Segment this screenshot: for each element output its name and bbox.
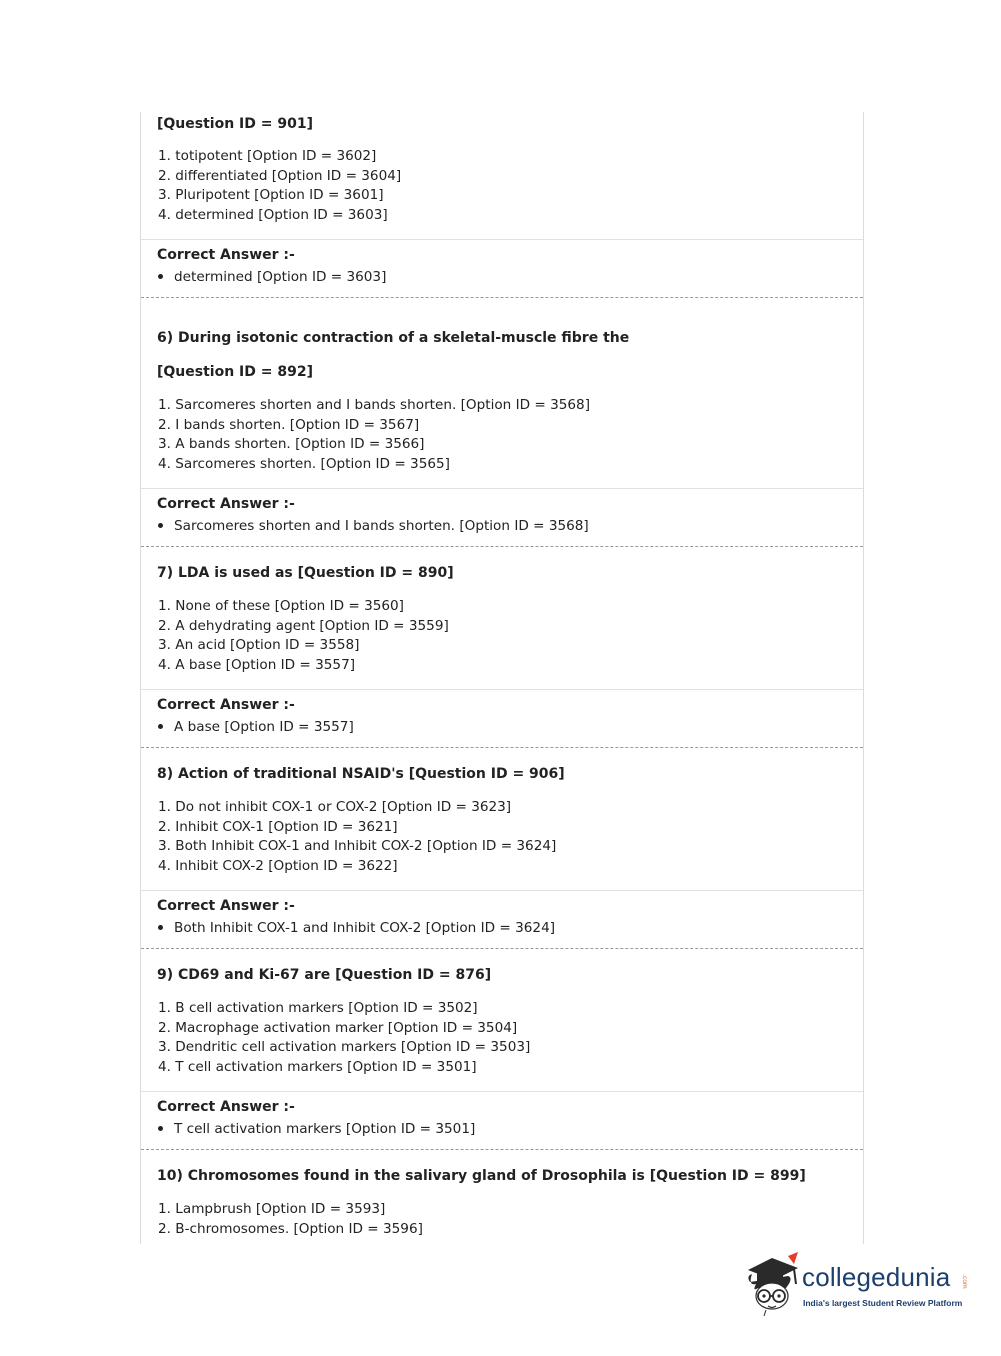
- q8-options: [158, 798, 556, 876]
- q6-correct-answer: Sarcomeres shorten and I bands shorten. [Option ID = 3568]: [158, 518, 589, 534]
- divider: [141, 689, 863, 690]
- q8-title: 8) Action of traditional NSAID's [Question ID = 906]: [157, 766, 565, 782]
- option-item: 1. totipotent [Option ID = 3602]: [158, 148, 377, 164]
- option-item: 4. A base [Option ID = 3557]: [158, 656, 356, 673]
- q5-correct-answer: determined [Option ID = 3603]: [158, 269, 386, 285]
- option-item: 3. Pluripotent [Option ID = 3601]: [158, 187, 384, 204]
- q7-correct-answer: A base [Option ID = 3557]: [158, 719, 354, 735]
- option-item: 2. Inhibit COX-1 [Option ID = 3621]: [158, 818, 398, 835]
- bullet-icon: [158, 925, 163, 930]
- q5-correct-answer-label: Correct Answer :-: [157, 247, 295, 263]
- option-item: 1. None of these [Option ID = 3560]: [158, 598, 404, 614]
- option-item: 1. Lampbrush [Option ID = 3593]: [158, 1201, 386, 1217]
- q9-correct-answer: T cell activation markers [Option ID = 3501]: [158, 1121, 475, 1137]
- option-item: 3. An acid [Option ID = 3558]: [158, 637, 360, 654]
- divider: [141, 488, 863, 489]
- divider: [141, 239, 863, 240]
- q8-correct-answer-label: Correct Answer :-: [157, 898, 295, 914]
- q9-correct-answer-label: Correct Answer :-: [157, 1099, 295, 1115]
- option-item: 4. determined [Option ID = 3603]: [158, 206, 388, 223]
- logo-wordmark: collegedunia: [802, 1262, 951, 1292]
- bullet-icon: [158, 724, 163, 729]
- q7-options: [158, 597, 449, 675]
- logo-tagline: India's largest Student Review Platform: [803, 1298, 963, 1308]
- q6-question-id: [Question ID = 892]: [157, 364, 313, 380]
- q9-title: 9) CD69 and Ki-67 are [Question ID = 876]: [157, 967, 492, 983]
- option-item: 3. Dendritic cell activation markers [Option ID = 3503]: [158, 1039, 531, 1056]
- option-item: 2. differentiated [Option ID = 3604]: [158, 167, 402, 184]
- q6-correct-answer-label: Correct Answer :-: [157, 496, 295, 512]
- q8-correct-answer: Both Inhibit COX-1 and Inhibit COX-2 [Option ID = 3624]: [158, 920, 555, 936]
- option-item: 3. A bands shorten. [Option ID = 3566]: [158, 436, 425, 453]
- option-item: 2. Macrophage activation marker [Option ID = 3504]: [158, 1019, 518, 1036]
- option-item: 3. Both Inhibit COX-1 and Inhibit COX-2 [Option ID = 3624]: [158, 838, 557, 855]
- q9-options: [158, 999, 530, 1077]
- q10-options: [158, 1200, 423, 1239]
- collegedunia-logo: [742, 1248, 972, 1320]
- question-separator: [141, 1149, 863, 1150]
- option-item: 1. Sarcomeres shorten and I bands shorten. [Option ID = 3568]: [158, 397, 591, 413]
- option-item: 4. Sarcomeres shorten. [Option ID = 3565]: [158, 455, 450, 472]
- divider: [141, 890, 863, 891]
- bullet-icon: [158, 523, 163, 528]
- option-item: 4. Inhibit COX-2 [Option ID = 3622]: [158, 857, 398, 874]
- bullet-icon: [158, 1126, 163, 1131]
- option-item: 2. I bands shorten. [Option ID = 3567]: [158, 416, 420, 433]
- q10-title: 10) Chromosomes found in the salivary gland of Drosophila is [Question ID = 899]: [157, 1168, 806, 1184]
- option-item: 2. B-chromosomes. [Option ID = 3596]: [158, 1220, 423, 1237]
- mascot-icon: [742, 1248, 802, 1316]
- bullet-icon: [158, 274, 163, 279]
- q5-question-id: [Question ID = 901]: [157, 116, 313, 132]
- question-separator: [141, 747, 863, 748]
- q6-options: [158, 396, 590, 474]
- divider: [141, 1091, 863, 1092]
- option-item: 2. A dehydrating agent [Option ID = 3559]: [158, 617, 449, 634]
- option-item: 1. B cell activation markers [Option ID = 3502]: [158, 1000, 478, 1016]
- q7-correct-answer-label: Correct Answer :-: [157, 697, 295, 713]
- option-item: 1. Do not inhibit COX-1 or COX-2 [Option ID = 3623]: [158, 799, 512, 815]
- question-separator: [141, 546, 863, 547]
- logo-domain: .com: [961, 1274, 968, 1289]
- q7-title: 7) LDA is used as [Question ID = 890]: [157, 565, 454, 581]
- option-item: 4. T cell activation markers [Option ID = 3501]: [158, 1058, 477, 1075]
- question-separator: [141, 948, 863, 949]
- question-separator: [141, 297, 863, 298]
- q6-title: 6) During isotonic contraction of a skeletal-muscle fibre the: [157, 330, 630, 346]
- question-paper: [140, 112, 864, 1244]
- q5-options: [158, 147, 401, 225]
